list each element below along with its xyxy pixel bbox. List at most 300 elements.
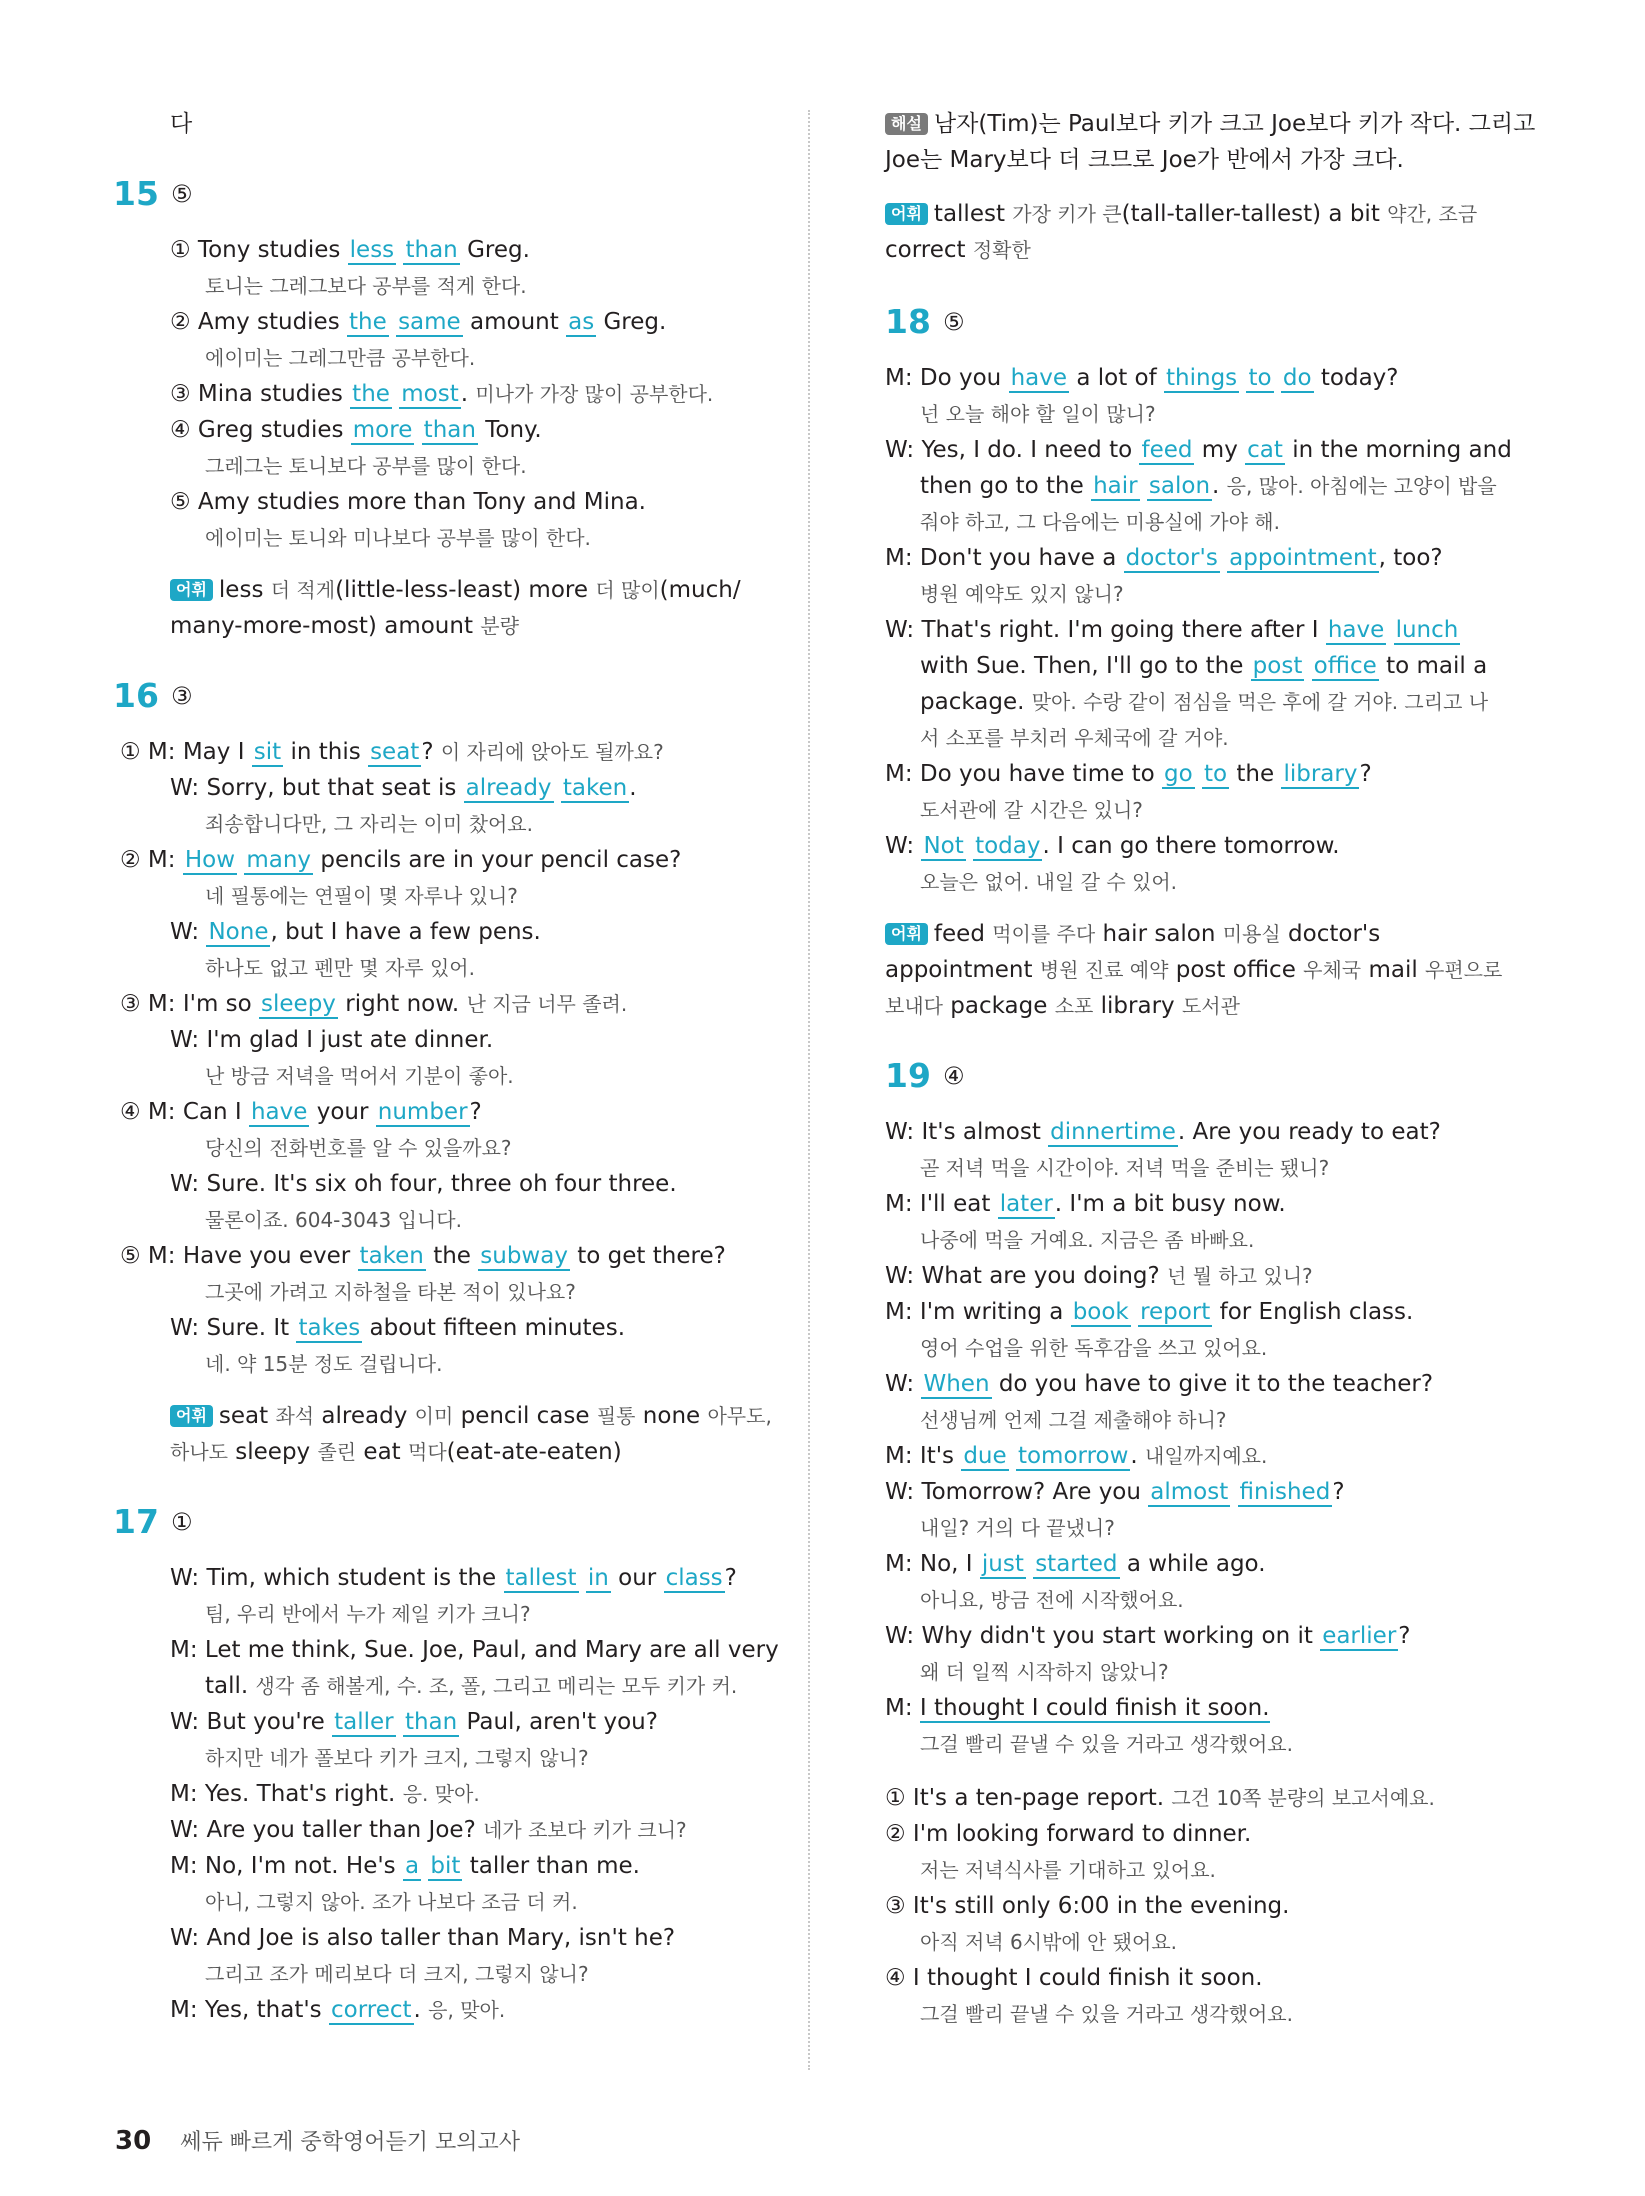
answer-blank: due — [963, 1443, 1007, 1469]
text-segment: ④ M: Can I — [120, 1099, 249, 1125]
text-segment: 토니는 그레그보다 공부를 적게 한다. — [205, 274, 527, 298]
text-segment: W: Sorry, but that seat is — [170, 775, 464, 801]
text-line — [885, 1890, 1289, 1922]
text-line — [170, 772, 637, 804]
text-segment: 그곳에 가려고 지하철을 타본 적이 있나요? — [205, 1280, 576, 1304]
text-line — [885, 1476, 1345, 1508]
translation-segment: 졸린 — [317, 1440, 357, 1464]
text-line — [170, 1814, 687, 1846]
answer-blank: salon — [1148, 473, 1211, 499]
translation-segment: 우체국 — [1303, 958, 1362, 982]
page-footer — [115, 2125, 520, 2156]
text-segment: none — [635, 1403, 708, 1429]
text-line — [170, 1994, 505, 2026]
text-segment: 왜 더 일찍 시작하지 않았니? — [920, 1660, 1169, 1684]
text-line — [120, 736, 664, 768]
translation-line — [205, 1060, 514, 1092]
text-line — [170, 1024, 493, 1056]
text-segment: already — [314, 1403, 415, 1429]
answer-blank: earlier — [1322, 1623, 1397, 1649]
note-line — [170, 574, 741, 606]
text-segment: W: I'm glad I just ate dinner. — [170, 1027, 494, 1053]
text-segment — [396, 1709, 403, 1735]
answer-blank: today — [975, 833, 1041, 859]
text-segment: the — [1229, 761, 1282, 787]
text-segment: sleepy — [227, 1439, 318, 1465]
text-segment: (eat-ate-eaten) — [446, 1439, 622, 1465]
text-segment: ① Tony studies — [170, 237, 348, 263]
answer-blank: hair — [1093, 473, 1138, 499]
underlined-answer: I thought I could finish it soon. — [919, 1695, 1270, 1721]
page-number: 30 — [115, 2126, 152, 2156]
answer-blank: same — [398, 309, 461, 335]
text-segment: 하나도 없고 펜만 몇 자루 있어. — [205, 956, 475, 980]
text-segment — [1131, 1299, 1138, 1325]
answer-blank: than — [405, 237, 458, 263]
text-line — [885, 1782, 1435, 1814]
text-segment: ⑤ M: Have you ever — [120, 1243, 358, 1269]
text-segment: (little-less-least) more — [335, 577, 596, 603]
answer-blank: almost — [1150, 1479, 1229, 1505]
text-line — [170, 306, 666, 338]
text-line — [885, 1188, 1286, 1220]
answer-blank: class — [665, 1565, 723, 1591]
answer-blank: than — [423, 417, 476, 443]
text-segment: appointment — [885, 957, 1040, 983]
text-segment: tall. — [205, 1673, 256, 1699]
translation-line — [920, 1332, 1267, 1364]
text-segment: Joe는 Mary보다 더 크므로 Joe가 반에서 가장 크다. — [885, 147, 1404, 173]
translation-line — [205, 1958, 589, 1990]
text-segment: in the morning and — [1284, 437, 1512, 463]
answer-blank: bit — [430, 1853, 461, 1879]
text-segment: . — [413, 1997, 429, 2023]
translation-line — [920, 1152, 1329, 1184]
text-segment: less — [218, 577, 271, 603]
text-segment: ? — [1332, 1479, 1345, 1505]
text-segment: . — [1130, 1443, 1146, 1469]
answer-blank: just — [981, 1551, 1024, 1577]
answer-blank: How — [184, 847, 236, 873]
text-line — [885, 1692, 1270, 1724]
answer-blank: tomorrow — [1017, 1443, 1129, 1469]
translation-segment: 필통 — [596, 1404, 636, 1428]
translation-line — [920, 794, 1143, 826]
text-segment: many-more-most) amount — [170, 613, 481, 639]
translation-segment: 생각 좀 해볼게, 수. 조, 폴, 그리고 메리는 모두 키가 커. — [255, 1674, 738, 1698]
answer-blank: doctor's — [1125, 545, 1218, 571]
text-segment: Paul, aren't you? — [459, 1709, 658, 1735]
text-line — [885, 1116, 1441, 1148]
translation-segment: 난 지금 너무 졸려. — [466, 992, 628, 1016]
text-segment: feed — [933, 921, 993, 947]
text-segment: pencils are in your pencil case? — [313, 847, 682, 873]
text-line — [885, 234, 1031, 266]
text-segment: (tall-taller-tallest) a bit — [1121, 201, 1388, 227]
answer-blank: later — [999, 1191, 1053, 1217]
text-segment: in this — [283, 739, 369, 765]
question-number: 19 — [885, 1056, 931, 1095]
translation-line — [920, 506, 1280, 538]
translation-segment: 맞아. 수랑 같이 점심을 먹은 후에 갈 거야. 그리고 나 — [1031, 690, 1489, 714]
text-segment: ③ It's still only 6:00 in the evening. — [885, 1893, 1290, 1919]
text-segment: 선생님께 언제 그걸 제출해야 하니? — [920, 1408, 1227, 1432]
text-line — [170, 108, 192, 140]
text-line — [170, 1634, 779, 1666]
text-segment: taller than me. — [462, 1853, 640, 1879]
text-segment: W: And Joe is also taller than Mary, isn't he? — [170, 1925, 676, 1951]
text-segment: M: — [885, 1695, 920, 1721]
text-segment: 난 방금 저녁을 먹어서 기분이 좋아. — [205, 1064, 514, 1088]
translation-line — [920, 1224, 1254, 1256]
text-line — [920, 650, 1487, 682]
text-segment: my — [1194, 437, 1246, 463]
text-segment: post office — [1168, 957, 1304, 983]
text-segment: 네. 약 15분 정도 걸립니다. — [205, 1352, 443, 1376]
text-segment: 오늘은 없어. 내일 갈 수 있어. — [920, 870, 1178, 894]
text-segment: a lot of — [1069, 365, 1165, 391]
text-segment: M: No, I — [885, 1551, 980, 1577]
answer-blank: taller — [334, 1709, 394, 1735]
translation-line — [920, 722, 1229, 754]
text-line — [120, 844, 681, 876]
text-segment: tallest — [933, 201, 1013, 227]
text-segment: 저는 저녁식사를 기대하고 있어요. — [920, 1858, 1216, 1882]
text-segment — [1304, 653, 1311, 679]
text-segment: mail — [1361, 957, 1426, 983]
translation-segment: 이 자리에 앉아도 될까요? — [440, 740, 664, 764]
note-tag: 어휘 — [885, 923, 928, 945]
text-segment: 에이미는 토니와 미나보다 공부를 많이 한다. — [205, 526, 591, 550]
text-segment: (much/ — [659, 577, 741, 603]
translation-line — [205, 342, 475, 374]
text-segment: 에이미는 그레그만큼 공부한다. — [205, 346, 476, 370]
text-segment: 서 소포를 부치러 우체국에 갈 거야. — [920, 726, 1229, 750]
translation-segment: 정확한 — [972, 238, 1031, 262]
translation-segment: 더 많이 — [595, 578, 660, 602]
answer-blank: lunch — [1395, 617, 1459, 643]
text-segment: W: That's right. I'm going there after I — [885, 617, 1326, 643]
text-segment: hair salon — [1095, 921, 1223, 947]
answer-blank: dinnertime — [1050, 1119, 1176, 1145]
text-line — [885, 990, 1240, 1022]
text-line — [885, 144, 1404, 176]
answer-blank: go — [1164, 761, 1193, 787]
answer-blank: taken — [359, 1243, 424, 1269]
answer-blank: in — [587, 1565, 609, 1591]
answer-blank: number — [377, 1099, 468, 1125]
text-line — [885, 1962, 1263, 1994]
translation-line — [205, 1276, 576, 1308]
answer-blank: a — [404, 1853, 420, 1879]
text-line — [920, 686, 1488, 718]
answer-blank: do — [1282, 365, 1312, 391]
text-line — [885, 1440, 1267, 1472]
translation-segment: 좌석 — [275, 1404, 315, 1428]
text-segment: doctor's — [1280, 921, 1381, 947]
text-segment: a while ago. — [1119, 1551, 1266, 1577]
translation-segment: 응, 많아. 아침에는 고양이 밥을 — [1226, 474, 1497, 498]
answer-blank: have — [1010, 365, 1068, 391]
translation-segment: 아무도, — [707, 1404, 772, 1428]
answer-blank: sleepy — [261, 991, 336, 1017]
translation-line — [205, 952, 475, 984]
text-segment: M: It's — [885, 1443, 962, 1469]
text-segment: W: But you're — [170, 1709, 333, 1735]
text-segment: M: Don't you have a — [885, 545, 1124, 571]
translation-line — [920, 1926, 1177, 1958]
text-segment: ② Amy studies — [170, 309, 348, 335]
translation-segment: 하나도 — [170, 1440, 228, 1464]
answer-blank: than — [404, 1709, 458, 1735]
question-answer: ① — [171, 1508, 193, 1536]
answer-blank: to — [1248, 365, 1272, 391]
text-line — [170, 1436, 622, 1468]
text-segment: M: No, I'm not. He's — [170, 1853, 403, 1879]
answer-blank: cat — [1247, 437, 1283, 463]
text-segment: eat — [356, 1439, 409, 1465]
translation-segment: 이미 — [414, 1404, 454, 1428]
text-line — [885, 434, 1512, 466]
translation-line — [205, 450, 527, 482]
text-segment: ⑤ Amy studies more than Tony and Mina. — [170, 489, 646, 515]
text-segment: ? — [1398, 1623, 1411, 1649]
text-line — [885, 1548, 1266, 1580]
text-line — [120, 1096, 482, 1128]
text-line — [885, 954, 1502, 986]
translation-segment: 우편으로 — [1425, 958, 1503, 982]
book-title: 쎄듀 빠르게 중학영어듣기 모의고사 — [180, 2130, 520, 2155]
translation-segment: 그건 10쪽 분량의 보고서예요. — [1171, 1786, 1435, 1810]
text-segment: W: — [885, 1371, 922, 1397]
translation-line — [205, 808, 533, 840]
answer-blank: correct — [330, 1997, 412, 2023]
answer-blank: appointment — [1229, 545, 1377, 571]
text-line — [170, 414, 542, 446]
translation-line — [205, 880, 518, 912]
answer-blank: less — [349, 237, 395, 263]
text-line — [170, 1706, 658, 1738]
translation-segment: 네가 조보다 키가 크니? — [483, 1818, 687, 1842]
text-segment: seat — [218, 1403, 276, 1429]
answer-blank: have — [250, 1099, 308, 1125]
translation-segment: 미용실 — [1222, 922, 1281, 946]
text-segment: today? — [1313, 365, 1399, 391]
text-segment: 내일? 거의 다 끝냈니? — [920, 1516, 1115, 1540]
text-segment: the — [425, 1243, 479, 1269]
question-answer: ④ — [943, 1062, 965, 1090]
translation-line — [920, 578, 1124, 610]
text-segment — [554, 775, 561, 801]
translation-segment: 응. 맞아. — [402, 1782, 480, 1806]
text-segment: correct — [885, 237, 973, 263]
text-segment: ① It's a ten-page report. — [885, 1785, 1172, 1811]
text-line — [885, 1368, 1433, 1400]
text-segment: package. — [920, 689, 1032, 715]
text-segment — [389, 309, 396, 335]
text-segment: to mail a — [1378, 653, 1488, 679]
text-segment: W: Yes, I do. I need to — [885, 437, 1140, 463]
text-line — [170, 1562, 737, 1594]
answer-blank: taken — [562, 775, 628, 801]
text-segment: M: Yes, that's — [170, 1997, 329, 2023]
text-segment: W: Why didn't you start working on it — [885, 1623, 1321, 1649]
text-segment: Tony. — [477, 417, 542, 443]
text-line — [170, 610, 519, 642]
text-segment: 그레그는 토니보다 공부를 많이 한다. — [205, 454, 527, 478]
answer-blank: takes — [298, 1315, 361, 1341]
text-segment: W: Sure. It's six oh four, three oh four three. — [170, 1171, 677, 1197]
text-segment: W: It's almost — [885, 1119, 1049, 1145]
note-tag: 어휘 — [170, 579, 213, 601]
text-segment: your — [309, 1099, 376, 1125]
text-segment: Greg. — [596, 309, 667, 335]
text-segment: 당신의 전화번호를 알 수 있을까요? — [205, 1136, 512, 1160]
translation-segment: 분량 — [480, 614, 519, 638]
answer-blank: When — [923, 1371, 990, 1397]
text-segment: Greg. — [459, 237, 530, 263]
answer-blank: the — [349, 309, 387, 335]
question-number: 18 — [885, 302, 931, 341]
answer-blank: to — [1203, 761, 1228, 787]
text-line — [885, 758, 1372, 790]
text-segment: 병원 예약도 있지 않니? — [920, 582, 1124, 606]
translation-line — [920, 1656, 1169, 1688]
question-number: 15 — [113, 174, 159, 213]
text-line — [170, 1312, 625, 1344]
text-segment: ② M: — [120, 847, 183, 873]
translation-line — [205, 1886, 578, 1918]
note-tag: 어휘 — [170, 1405, 213, 1427]
translation-segment: 넌 뭘 하고 있니? — [1167, 1264, 1313, 1288]
text-segment: ? — [724, 1565, 737, 1591]
text-segment: ② I'm looking forward to dinner. — [885, 1821, 1252, 1847]
note-line — [885, 108, 1535, 140]
text-segment: W: Tomorrow? Are you — [885, 1479, 1149, 1505]
text-segment: 다 — [170, 111, 193, 137]
text-segment: to get there? — [569, 1243, 726, 1269]
text-segment: ③ Mina studies — [170, 381, 351, 407]
translation-segment: 보내다 — [885, 994, 943, 1018]
question-number: 16 — [113, 676, 159, 715]
text-line — [170, 378, 713, 410]
text-segment: pencil case — [453, 1403, 597, 1429]
text-line — [885, 362, 1398, 394]
text-segment — [1009, 1443, 1016, 1469]
text-line — [170, 1850, 640, 1882]
answer-blank: started — [1035, 1551, 1118, 1577]
text-line — [120, 988, 627, 1020]
text-segment: , too? — [1378, 545, 1443, 571]
text-segment: 도서관에 갈 시간은 있니? — [920, 798, 1143, 822]
text-segment: M: Do you — [885, 365, 1009, 391]
answer-blank: things — [1166, 365, 1238, 391]
answer-blank: feed — [1141, 437, 1193, 463]
translation-line — [920, 1584, 1184, 1616]
text-segment: ④ Greg studies — [170, 417, 351, 443]
translation-segment: 병원 진료 예약 — [1039, 958, 1169, 982]
question-answer: ⑤ — [171, 180, 193, 208]
translation-line — [205, 1132, 512, 1164]
text-segment: 아니요, 방금 전에 시작했어요. — [920, 1588, 1184, 1612]
text-segment: 물론이죠. 604-3043 입니다. — [205, 1208, 462, 1232]
translation-line — [920, 1728, 1293, 1760]
text-line — [885, 614, 1460, 646]
text-line — [170, 916, 541, 948]
text-segment — [1140, 473, 1147, 499]
answer-blank: book — [1072, 1299, 1129, 1325]
text-segment: 하지만 네가 폴보다 키가 크지, 그렇지 않니? — [205, 1746, 589, 1770]
text-segment: about fifteen minutes. — [362, 1315, 626, 1341]
text-segment: amount — [462, 309, 567, 335]
answer-blank: None — [208, 919, 269, 945]
text-segment: 넌 오늘 해야 할 일이 많니? — [920, 402, 1156, 426]
note-tag: 해설 — [885, 113, 928, 135]
text-segment: M: Let me think, Sue. Joe, Paul, and Mary are all very — [170, 1637, 779, 1663]
note-tag: 어휘 — [885, 203, 928, 225]
text-line — [885, 1296, 1413, 1328]
text-line — [885, 542, 1443, 574]
text-segment — [414, 417, 421, 443]
text-line — [885, 1260, 1313, 1292]
answer-blank: already — [465, 775, 552, 801]
answer-blank: finished — [1239, 1479, 1331, 1505]
translation-segment: 먹이를 주다 — [992, 922, 1096, 946]
note-line — [170, 1400, 772, 1432]
answer-blank: tallest — [505, 1565, 577, 1591]
text-segment: W: — [170, 919, 207, 945]
answer-blank: seat — [370, 739, 420, 765]
text-line — [170, 1778, 480, 1810]
text-segment: M: Do you have time to — [885, 761, 1162, 787]
text-segment: M: I'm writing a — [885, 1299, 1071, 1325]
text-segment — [1195, 761, 1202, 787]
note-line — [885, 918, 1380, 950]
text-line — [205, 1670, 737, 1702]
text-segment: then go to the — [920, 473, 1092, 499]
text-segment — [966, 833, 973, 859]
text-segment: 나중에 먹을 거예요. 지금은 좀 바빠요. — [920, 1228, 1255, 1252]
translation-line — [920, 1512, 1115, 1544]
text-segment: W: Are you taller than Joe? — [170, 1817, 484, 1843]
text-segment: W: What are you doing? — [885, 1263, 1168, 1289]
text-segment: W: Tim, which student is the — [170, 1565, 504, 1591]
column-divider — [808, 110, 810, 2070]
text-segment: 영어 수업을 위한 독후감을 쓰고 있어요. — [920, 1336, 1268, 1360]
answer-blank: sit — [253, 739, 282, 765]
translation-segment: 도서관 — [1181, 994, 1240, 1018]
translation-line — [920, 1998, 1293, 2030]
text-segment — [1386, 617, 1393, 643]
text-line — [170, 1922, 675, 1954]
translation-segment: 가장 키가 큰 — [1012, 202, 1122, 226]
text-segment: do you have to give it to the teacher? — [991, 1371, 1434, 1397]
translation-line — [205, 522, 591, 554]
text-segment: for English class. — [1212, 1299, 1414, 1325]
text-segment: 곧 저녁 먹을 시간이야. 저녁 먹을 준비는 됐니? — [920, 1156, 1330, 1180]
answer-blank: most — [401, 381, 459, 407]
answer-blank: the — [352, 381, 390, 407]
text-segment — [1230, 1479, 1237, 1505]
question-answer: ⑤ — [943, 308, 965, 336]
translation-segment: 약간, 조금 — [1387, 202, 1478, 226]
answer-blank: many — [246, 847, 312, 873]
text-segment: . Are you ready to eat? — [1177, 1119, 1441, 1145]
translation-line — [205, 1204, 462, 1236]
text-segment: . I'm a bit busy now. — [1054, 1191, 1286, 1217]
text-segment: . I can go there tomorrow. — [1042, 833, 1340, 859]
text-segment: M: Yes. That's right. — [170, 1781, 403, 1807]
